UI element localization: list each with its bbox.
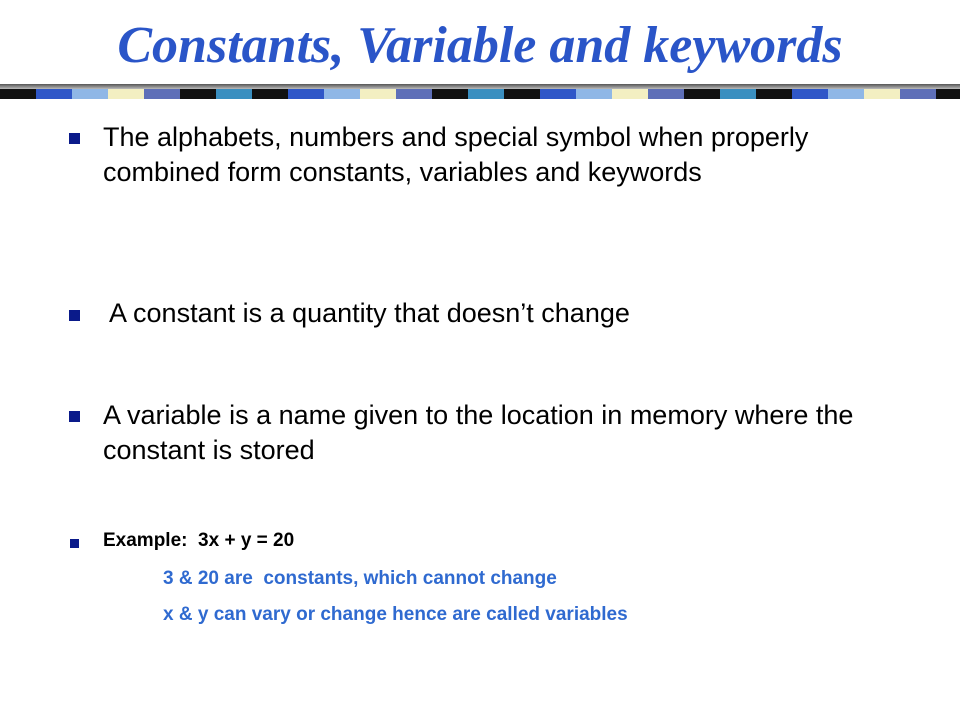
- bullet-square-icon: [70, 539, 79, 548]
- slide-title: Constants, Variable and keywords: [117, 17, 843, 74]
- bullet-square-icon: [69, 411, 80, 422]
- bullet-square-icon: [69, 310, 80, 321]
- divider-stripe: [0, 89, 960, 99]
- example-line-variables: x & y can vary or change hence are called variables: [163, 604, 628, 625]
- title-divider-bar: [0, 84, 960, 100]
- example-line-constants: 3 & 20 are constants, which cannot change: [163, 568, 557, 589]
- example-label: Example: 3x + y = 20: [103, 530, 295, 551]
- bullet-text-3: A variable is a name given to the location in memory where the constant is stored: [103, 400, 854, 465]
- bullet-text-1: The alphabets, numbers and special symbol when properly combined form constants, variables and keywords: [103, 122, 809, 187]
- bullet-text-2: A constant is a quantity that doesn’t change: [103, 298, 630, 328]
- bullet-square-icon: [69, 133, 80, 144]
